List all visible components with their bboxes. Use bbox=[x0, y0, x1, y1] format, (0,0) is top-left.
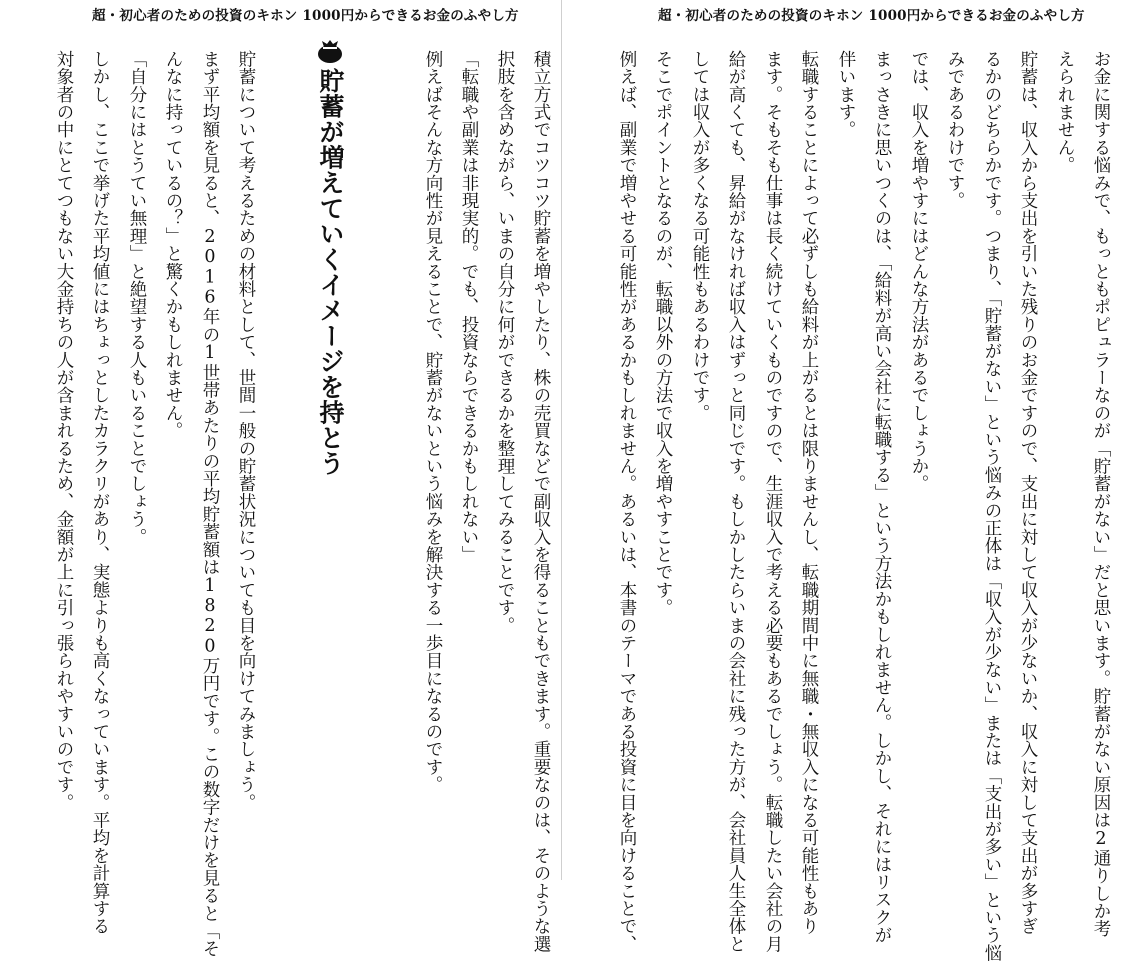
text-column: 「転職や副業は非現実的。でも、投資ならできるかもしれない」 bbox=[459, 50, 479, 564]
text-column: 貯蓄は、収入から支出を引いた残りのお金ですので、支出に対して収入が少ないか、収入に対して支出が多すぎ bbox=[1018, 50, 1038, 935]
text-column: 伴います。 bbox=[836, 50, 856, 139]
text-column: ます。そもそも仕事は長く続けていくものですので、生涯収入で考える必要もあるでしょう。転職したい会社の月 bbox=[763, 50, 783, 953]
text-column: 択肢を含めながら、いまの自分に何ができるかを整理してみることです。 bbox=[495, 50, 515, 635]
money-pouch-icon bbox=[316, 38, 344, 64]
text-column: まず平均額を見ると、2016年の1世帯あたりの平均貯蓄額は1820万円です。この数字だけを見ると「そ bbox=[200, 50, 220, 958]
text-column: るかのどちらかです。つまり、「貯蓄がない」という悩みの正体は「収入が少ない」または「支出が多い」という悩 bbox=[982, 50, 1002, 962]
text-column: みであるわけです。 bbox=[945, 50, 965, 210]
text-column: 積立方式でコツコツ貯蓄を増やしたり、株の売買などで副収入を得ることもできます。重要なのは、そのような選 bbox=[531, 50, 551, 953]
section-heading-text: 貯蓄が増えていくイメージを持とう bbox=[316, 68, 345, 476]
text-column: えられません。 bbox=[1055, 50, 1075, 174]
text-column: しては収入が多くなる可能性もあるわけです。 bbox=[690, 50, 710, 422]
text-column: そこでポイントとなるのが、転職以外の方法で収入を増やすことです。 bbox=[653, 50, 673, 617]
text-column: 給が高くても、昇給がなければ収入はずっと同じです。もしかしたらいまの会社に残った方が、会社員人生全体と bbox=[726, 50, 746, 953]
text-column: お金に関する悩みで、もっともポピュラーなのが「貯蓄がない」だと思います。貯蓄がない原因は2通りしか考 bbox=[1091, 50, 1111, 938]
text-column: んなに持っているの？」と驚くかもしれません。 bbox=[163, 50, 183, 440]
text-column: 「自分にはとうてい無理」と絶望する人もいることでしょう。 bbox=[127, 50, 147, 546]
text-column: 転職することによって必ずしも給料が上がるとは限りませんし、転職期間中に無職・無収入になる可能性もあり bbox=[799, 50, 819, 935]
text-column: しかし、ここで挙げた平均値にはちょっとしたカラクリがあり、実態よりも高くなっています。平均を計算する bbox=[90, 50, 110, 935]
text-column: 例えばそんな方向性が見えることで、貯蓄がないという悩みを解決する一歩目になるのです。 bbox=[423, 50, 443, 794]
text-column: まっさきに思いつくのは、「給料が高い会社に転職する」という方法かもしれません。しかし、それにはリスクが bbox=[872, 50, 892, 944]
text-column: 貯蓄について考えるための材料として、世間一般の貯蓄状況についても目を向けてみましょう。 bbox=[236, 50, 256, 812]
text-column: 対象者の中にとてつもない大金持ちの人が含まれるため、金額が上に引っ張られやすいのです。 bbox=[54, 50, 74, 812]
page-gutter bbox=[561, 0, 562, 880]
section-heading bbox=[313, 38, 347, 476]
running-head-left: 超・初心者のための投資のキホン 1000円からできるお金のふやし方 bbox=[92, 8, 519, 24]
running-head-right: 超・初心者のための投資のキホン 1000円からできるお金のふやし方 bbox=[658, 8, 1085, 24]
text-column: では、収入を増やすにはどんな方法があるでしょうか。 bbox=[909, 50, 929, 493]
text-column: 例えば、副業で増やせる可能性があるかもしれません。あるいは、本書のテーマである投資に目を向けることで、 bbox=[617, 50, 637, 953]
